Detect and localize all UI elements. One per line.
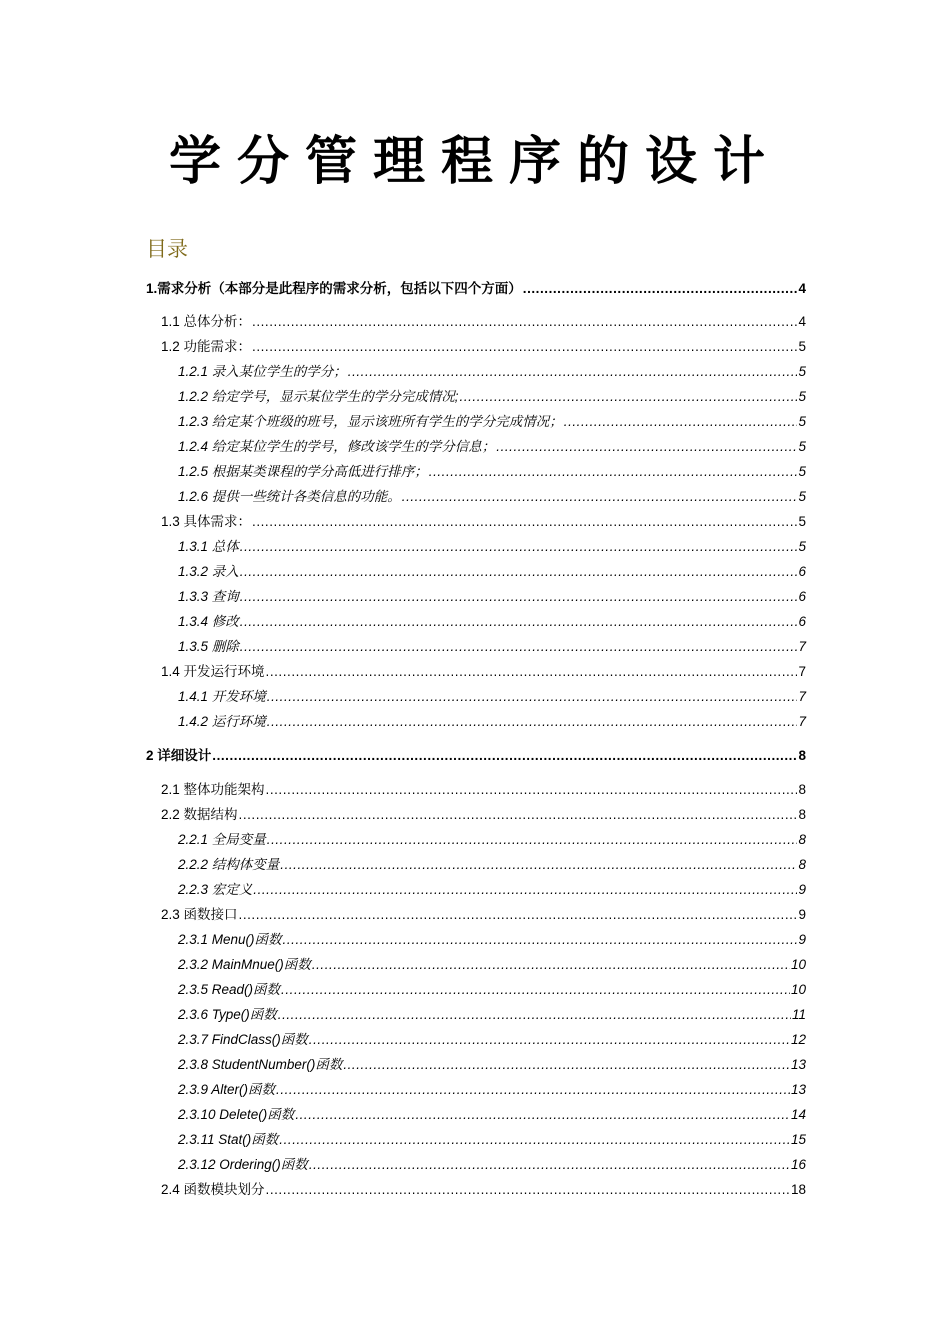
toc-entry-title: 2.3 函数接口 [161,907,238,922]
toc-page-number: 6 [798,614,806,629]
toc-page-number: 8 [798,782,806,797]
toc-entry-title: 2.2.1 全局变量 [178,832,266,847]
toc-entry[interactable] [161,662,806,682]
toc-entry[interactable] [178,880,806,900]
toc-page-number: 9 [798,882,806,897]
toc-leader-dots [523,279,798,299]
toc-leader-dots [278,1005,791,1025]
toc-page-number: 5 [798,439,806,454]
toc-page-number: 8 [798,748,806,763]
toc-entry-title: 1.2.6 提供一些统计各类信息的功能。 [178,489,401,504]
toc-leader-dots [266,662,798,682]
toc-heading: 目录 [146,237,188,261]
toc-leader-dots [267,712,798,732]
toc-leader-dots [253,880,797,900]
toc-entry-title: 2.3.5 Read()函数 [178,982,281,997]
toc-leader-dots [252,312,797,332]
toc-page-number: 8 [798,832,806,847]
toc-page-number: 5 [798,464,806,479]
toc-leader-dots [309,1155,790,1175]
toc-entry[interactable] [178,1080,806,1100]
toc-entry-title: 1.4.2 运行环境 [178,714,266,729]
toc-entry[interactable] [178,1030,806,1050]
toc-entry[interactable] [161,512,806,532]
toc-leader-dots [266,1180,790,1200]
toc-entry-title: 2.2.3 宏定义 [178,882,253,897]
toc-entry[interactable] [161,805,806,825]
toc-entry-title: 1.3.3 查询 [178,589,239,604]
toc-page-number: 12 [790,1032,806,1047]
toc-leader-dots [240,537,798,557]
toc-entry-title: 1.3.4 修改 [178,614,239,629]
toc-entry-title: 2.3.2 MainMnue()函数 [178,957,311,972]
toc-entry[interactable] [178,537,806,557]
toc-leader-dots [283,930,798,950]
toc-page-number: 5 [798,414,806,429]
toc-entry-title: 1.3.1 总体 [178,539,239,554]
toc-leader-dots [267,830,798,850]
toc-entry-title: 2.2 数据结构 [161,807,238,822]
toc-page-number: 7 [798,689,806,704]
toc-page-number: 16 [790,1157,806,1172]
toc-entry[interactable] [178,830,806,850]
toc-leader-dots [343,1055,790,1075]
toc-entry-title: 1.3.5 删除 [178,639,239,654]
toc-leader-dots [252,337,797,357]
toc-entry-title: 2.3.9 Alter()函数 [178,1082,276,1097]
toc-entry-title: 2.2.2 结构体变量 [178,857,280,872]
toc-leader-dots [266,780,798,800]
toc-leader-dots [312,955,790,975]
toc-entry-title: 2.3.7 FindClass()函数 [178,1032,308,1047]
toc-page-number: 11 [791,1007,806,1022]
toc-page-number: 7 [798,664,806,679]
toc-page-number: 15 [790,1132,806,1147]
toc-entry[interactable] [178,687,806,707]
toc-leader-dots [279,1130,790,1150]
toc-leader-dots [429,462,798,482]
toc-entry-title: 1.需求分析（本部分是此程序的需求分析，包括以下四个方面） [146,281,522,296]
toc-entry-title: 2.4 函数模块划分 [161,1182,265,1197]
toc-page-number: 7 [798,714,806,729]
toc-entry-title: 1.2.4 给定某位学生的学号，修改该学生的学分信息； [178,439,496,454]
toc-entry[interactable] [178,562,806,582]
toc-entry[interactable] [178,855,806,875]
toc-entry-title: 2.3.10 Delete()函数 [178,1107,295,1122]
toc-leader-dots [240,562,798,582]
toc-leader-dots [564,412,798,432]
toc-page-number: 13 [790,1082,806,1097]
toc-entry-title: 2.3.12 Ordering()函数 [178,1157,308,1172]
toc-entry[interactable] [178,980,806,1000]
toc-page-number: 8 [798,807,806,822]
toc-page-number: 5 [798,339,806,354]
toc-leader-dots [212,746,797,766]
toc-entry-title: 2.3.11 Stat()函数 [178,1132,279,1147]
toc-leader-dots [295,1105,790,1125]
toc-page-number: 10 [790,982,806,997]
toc-leader-dots [460,387,798,407]
toc-leader-dots [239,905,798,925]
toc-page-number: 5 [798,364,806,379]
toc-entry-title: 1.3.2 录入 [178,564,239,579]
toc-entry-title: 1.2 功能需求： [161,339,252,354]
toc-entry[interactable] [178,1005,806,1025]
toc-page-number: 9 [798,907,806,922]
toc-page-number: 13 [790,1057,806,1072]
toc-entry[interactable] [146,746,806,766]
document-title: 学分管理程序的设计 [168,131,781,192]
toc-entry-title: 1.1 总体分析： [161,314,252,329]
toc-entry-title: 1.2.5 根据某类课程的学分高低进行排序； [178,464,428,479]
toc-entry-title: 1.2.2 给定学号，显示某位学生的学分完成情况; [178,389,459,404]
toc-page-number: 9 [798,932,806,947]
toc-page-number: 7 [798,639,806,654]
toc-page-number: 5 [798,539,806,554]
toc-leader-dots [496,437,797,457]
toc-entry-title: 2.1 整体功能架构 [161,782,265,797]
toc-entry[interactable] [178,387,806,407]
toc-entry[interactable] [178,437,806,457]
toc-entry[interactable] [178,1055,806,1075]
toc-entry-title: 2.3.1 Menu()函数 [178,932,282,947]
toc-leader-dots [240,612,798,632]
toc-leader-dots [252,512,797,532]
toc-entry[interactable] [178,587,806,607]
toc-page-number: 5 [798,514,806,529]
toc-leader-dots [348,362,798,382]
toc-entry[interactable] [178,1130,806,1150]
toc-page-number: 6 [798,564,806,579]
toc-entry[interactable] [178,612,806,632]
toc-page-number: 8 [798,857,806,872]
toc-leader-dots [276,1080,790,1100]
toc-page-number: 14 [790,1107,806,1122]
toc-page-number: 5 [798,389,806,404]
toc-entry[interactable] [178,487,806,507]
toc-leader-dots [309,1030,790,1050]
toc-leader-dots [239,805,798,825]
toc-entry[interactable] [178,712,806,732]
toc-entry[interactable] [178,1155,806,1175]
toc-entry[interactable] [178,637,806,657]
toc-entry[interactable] [161,312,806,332]
toc-leader-dots [402,487,798,507]
toc-entry-title: 1.4.1 开发环境 [178,689,266,704]
toc-entry[interactable] [178,412,806,432]
toc-entry[interactable] [161,337,806,357]
toc-leader-dots [281,980,790,1000]
toc-entry[interactable] [161,905,806,925]
toc-entry-title: 1.4 开发运行环境 [161,664,265,679]
toc-entry[interactable] [146,279,806,299]
toc-leader-dots [267,687,798,707]
toc-leader-dots [280,855,797,875]
toc-entry[interactable] [161,1180,806,1200]
toc-entry[interactable] [161,780,806,800]
toc-page-number: 10 [790,957,806,972]
toc-entry-title: 1.3 具体需求： [161,514,252,529]
toc-leader-dots [240,587,798,607]
toc-entry-title: 1.2.3 给定某个班级的班号，显示该班所有学生的学分完成情况； [178,414,563,429]
toc-entry[interactable] [178,1105,806,1125]
toc-entry-title: 2 详细设计 [146,748,212,763]
toc-entry[interactable] [178,462,806,482]
toc-page-number: 4 [798,314,806,329]
toc-page-number: 6 [798,589,806,604]
toc-page-number: 5 [798,489,806,504]
toc-page-number: 4 [798,281,806,296]
toc-entry[interactable] [178,930,806,950]
toc-entry-title: 2.3.6 Type()函数 [178,1007,277,1022]
toc-entry-title: 2.3.8 StudentNumber()函数 [178,1057,343,1072]
toc-page-number: 18 [790,1182,806,1197]
toc-entry-title: 1.2.1 录入某位学生的学分； [178,364,347,379]
toc-entry[interactable] [178,955,806,975]
toc-leader-dots [240,637,798,657]
toc-entry[interactable] [178,362,806,382]
